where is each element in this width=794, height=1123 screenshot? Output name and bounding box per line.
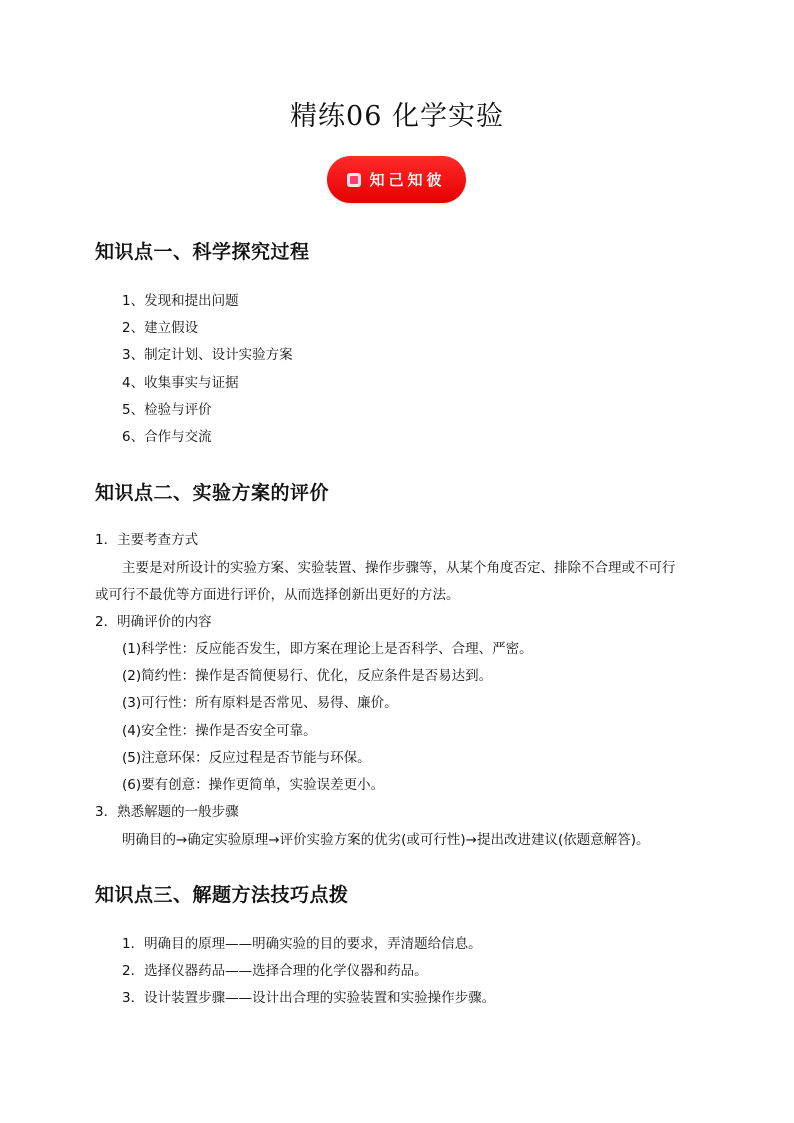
list-item: 2、建立假设 — [122, 320, 199, 336]
section-heading-3: 知识点三、解题方法技巧点拨 — [95, 884, 349, 906]
page-title: 精练06 化学实验 — [290, 101, 504, 132]
list-item: 5、检验与评价 — [122, 402, 212, 418]
list-item: (1)科学性：反应能否发生，即方案在理论上是否科学、合理、严密。 — [122, 641, 533, 657]
section-badge — [327, 156, 466, 203]
list-item: 1．明确目的原理——明确实验的目的要求，弄清题给信息。 — [122, 936, 482, 952]
list-item: 1、发现和提出问题 — [122, 293, 239, 309]
list-item: (4)安全性：操作是否安全可靠。 — [122, 723, 317, 739]
list-item: 3．设计装置步骤——设计出合理的实验装置和实验操作步骤。 — [122, 990, 496, 1006]
subsection-title: 3．熟悉解题的一般步骤 — [95, 804, 239, 820]
paragraph-line: 明确目的→确定实验原理→评价实验方案的优劣(或可行性)→提出改进建议(依题意解答)。 — [122, 832, 650, 848]
subsection-title: 2．明确评价的内容 — [95, 614, 212, 630]
list-item: 3、制定计划、设计实验方案 — [122, 347, 293, 363]
list-item: 2．选择仪器药品——选择合理的化学仪器和药品。 — [122, 963, 428, 979]
list-item: (2)简约性：操作是否简便易行、优化，反应条件是否易达到。 — [122, 668, 493, 684]
paragraph-line: 或可行不最优等方面进行评价，从而选择创新出更好的方法。 — [95, 587, 460, 603]
book-icon — [347, 173, 361, 187]
list-item: 4、收集事实与证据 — [122, 375, 239, 391]
list-item: (6)要有创意：操作更简单，实验误差更小。 — [122, 777, 385, 793]
list-item: (3)可行性：所有原料是否常见、易得、廉价。 — [122, 695, 398, 711]
list-item: 6、合作与交流 — [122, 429, 212, 445]
badge-label: 知己知彼 — [369, 171, 446, 189]
section-heading-2: 知识点二、实验方案的评价 — [95, 482, 330, 504]
subsection-title: 1．主要考查方式 — [95, 532, 199, 548]
paragraph-line: 主要是对所设计的实验方案、实验装置、操作步骤等，从某个角度否定、排除不合理或不可行 — [122, 560, 676, 576]
section-heading-1: 知识点一、科学探究过程 — [95, 241, 310, 263]
list-item: (5)注意环保：反应过程是否节能与环保。 — [122, 750, 371, 766]
